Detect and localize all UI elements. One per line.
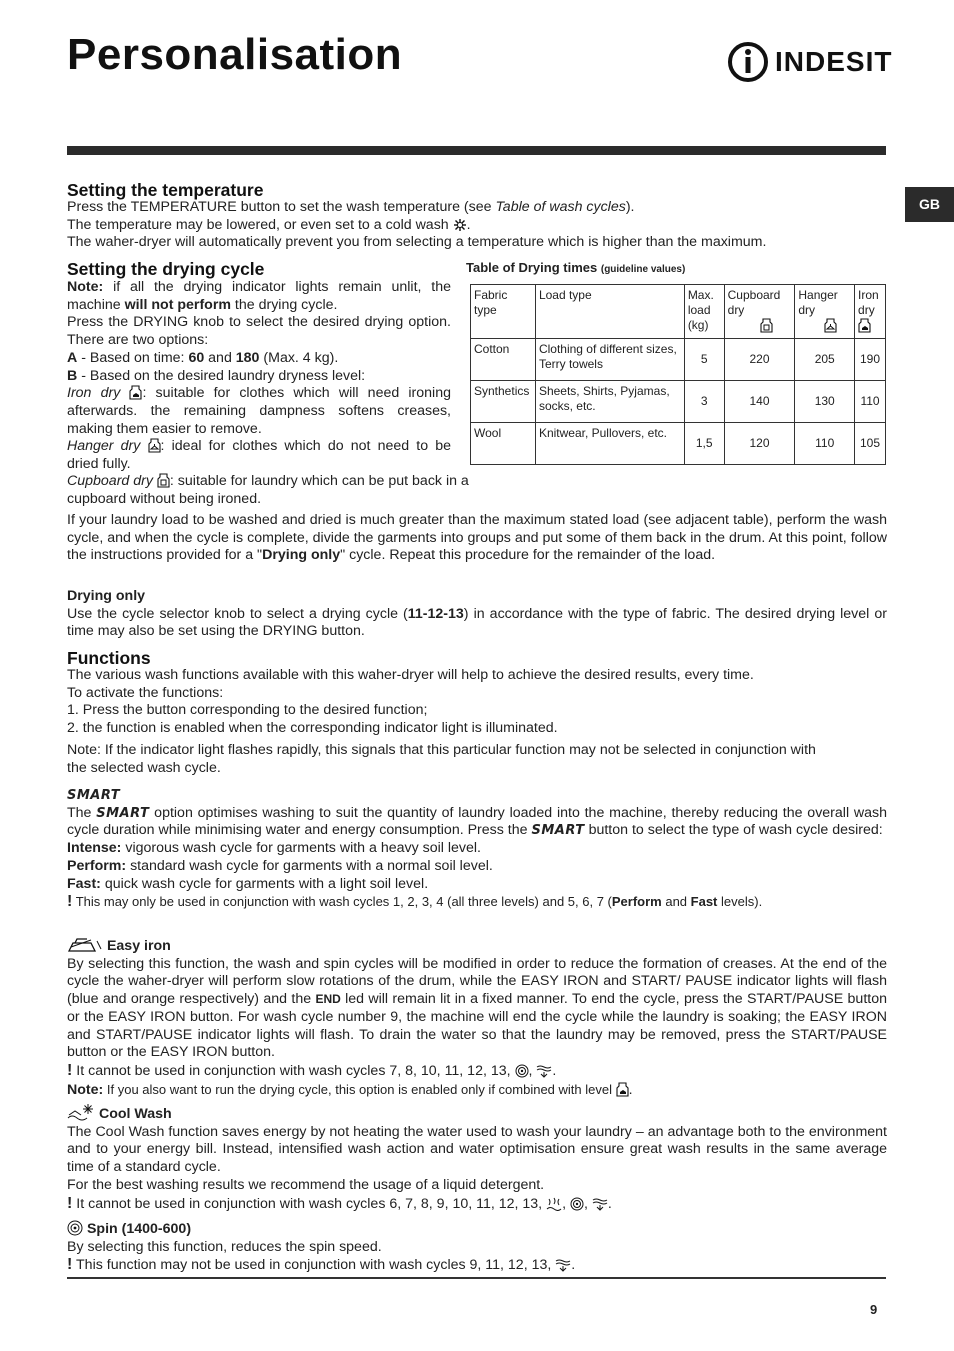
footer-rule [67,1277,886,1279]
table-cell: 5 [684,339,724,381]
table-cell: 105 [855,423,886,465]
functions-intro: The various wash functions available with this waher-dryer will help to achieve the desired results, every time. To activate the functions: 1. Press the button corresponding to the desired function; 2. the function is enabled when the corresponding indicator light is illuminated. [67,667,754,737]
table-row [471,381,886,423]
cool-wash-section: Cool Wash The Cool Wash function saves energy by not heating the water used to wash your laundry – an advantage both to the environment and to your energy bill. Instead, intensified wash action and water optimisation ensure great wash results in the same average time of a standard cycle. For the best washing results we recommend the usage of a liquid detergent. ! It cannot be used in conjunction with wash cycles 6, 7, 8, 9, 10, 11, 12, 13, , , . [67,1103,887,1213]
drying-only-heading: Drying only [67,588,146,604]
end-led-label: END [315,992,341,1007]
easy-iron-section: Easy iron By selecting this function, the wash and spin cycles will be modified in order to reduce the formation of creases. At the end of the cycle the waher-dryer will perform slow rotations of the drum, while the EASY IRON and START/ PAUSE indicator lights will flash (blue and orange respectively) and the END led will remain lit in a fixed manner. To end the cycle, press the START/PAUSE button or the EASY IRON button. For wash cycle number 9, the machine will end the cycle while the laundry is soaking; the EASY IRON and START/PAUSE indicator lights will flash. To drain the water so that the laundry may be removed, press the START/PAUSE button or the EASY IRON button. ! It cannot be used in conjunction with wash cycles 7, 8, 10, 11, 12, 13, , . Note: If you also want to run the drying cycle, this option is enabled only if combined with level . [67,938,887,1098]
table-cell: Knitwear, Pullovers, etc. [535,423,684,465]
cool-wash-icon [67,1103,95,1121]
hanger-dry-icon [824,318,837,333]
table-cell: 220 [724,339,795,381]
functions-note: Note: If the indicator light flashes rapidly, this signals that this particular function may not be selected in conjunction with the selected wash cycle. [67,742,816,776]
table-cell: Cotton [471,339,536,381]
table-header-row [471,285,886,339]
table-cell: 110 [795,423,855,465]
spin-heading: Spin (1400-600) [86,1221,192,1237]
drain-icon [536,1064,552,1078]
hanger-dry-icon [148,438,161,453]
smart-section: SMART The SMART option optimises washing to suit the quantity of laundry loaded into the machine, thereby reducing the overall wash cycle duration while minimising water and energy consumption. Press the SMART button to select the type of wash cycle desired: Intense: vigorous wash cycle for garments with a heavy soil level. Perform: standard wash cycle for garments with a normal soil level. Fast: quick wash cycle for garments with a light soil level. ! This may only be used in conjunction with wash cycles 1, 2, 3, 4 (all three levels) and 5, 6, 7 (Perform and Fast levels). [67,788,887,911]
large-load-text: If your laundry load to be washed and dried is much greater than the maximum stated load (see adjacent table), perform the wash cycle, and when the cycle is complete, divide the garments into groups and put some of them back in the drum. At this point, follow the instructions provided for a "Drying only" cycle. Repeat this procedure for the remainder of the load. [67,512,887,564]
table-header: Fabric type [471,285,536,339]
table-cell: 3 [684,381,724,423]
table-cell: 130 [795,381,855,423]
header-rule [67,146,886,155]
drying-times-table [470,284,886,465]
brand-name: INDESIT [775,46,893,77]
rinse-icon [546,1197,562,1211]
language-tab: GB [905,187,954,222]
table-cell: Wool [471,423,536,465]
cupboard-dry-icon [157,473,170,488]
iron-dry-icon [129,385,142,400]
table-cell: 1,5 [684,423,724,465]
table-header: Hanger dry [795,285,855,339]
brand-logo [727,40,893,84]
indesit-i-icon [727,40,771,84]
spin-icon [570,1197,584,1211]
table-cell: Synthetics [471,381,536,423]
table-cell: 205 [795,339,855,381]
drying-only-section: Drying only Use the cycle selector knob to select a drying cycle (11-12-13) in accordance with the type of fabric. The desired drying level or time may also be set using the DRYING button. [67,588,887,640]
drain-icon [592,1197,608,1211]
table-row [471,339,886,381]
table-row [471,423,886,465]
cold-wash-icon [453,218,467,232]
page-title: Personalisation [67,30,403,79]
drain-icon [555,1258,571,1272]
table-header: Cupboard dry [724,285,795,339]
temperature-text: Press the TEMPERATURE button to set the wash temperature (see Table of wash cycles). The temperature may be lowered, or even set to a cold wash . The waher-dryer will automatically prevent you from selecting a temperature which is higher than the maximum. [67,199,767,251]
table-cell: 120 [724,423,795,465]
easy-iron-icon [67,937,103,953]
spin-icon [515,1064,529,1078]
temperature-heading: Setting the temperature [67,180,264,200]
table-cell: 190 [855,339,886,381]
drying-text-column: Note: if all the drying indicator lights remain unlit, the machine will not perform the drying cycle. Press the DRYING knob to select the desired drying option. There are two options: A - Based on time: 60 and 180 (Max. 4 kg). B - Based on the desired laundry dryness level: Iron dry : suitable for clothes which will need ironing afterwards. the remaining dampness softens creases, making them easier to remove. Hanger dry : ideal for clothes which do not need to be dried fully. [67,279,451,473]
table-cell: Clothing of different sizes, Terry towels [535,339,684,381]
table-header: Max. load (kg) [684,285,724,339]
functions-heading: Functions [67,648,151,668]
table-header: Iron dry [855,285,886,339]
table-cell: 140 [724,381,795,423]
drying-table-caption: Table of Drying times (guideline values) [466,260,686,275]
smart-logo: SMART [67,788,121,803]
spin-section: Spin (1400-600) By selecting this function, reduces the spin speed. ! This function may not be used in conjunction with wash cycles 9, 11, 12, 13, . [67,1221,576,1274]
spin-icon [67,1220,83,1236]
drying-heading: Setting the drying cycle [67,259,265,279]
table-cell: Sheets, Shirts, Pyjamas, socks, etc. [535,381,684,423]
table-cell: 110 [855,381,886,423]
page-number: 9 [870,1302,878,1317]
cupboard-dry-icon [760,318,773,333]
iron-dry-icon [858,318,871,333]
easy-iron-heading: Easy iron [106,938,171,954]
cupboard-dry-text: Cupboard dry : suitable for laundry which can be put back in a cupboard without being ironed. [67,473,469,507]
table-header: Load type [535,285,684,339]
cool-wash-heading: Cool Wash [98,1106,172,1122]
iron-dry-icon [616,1082,629,1097]
